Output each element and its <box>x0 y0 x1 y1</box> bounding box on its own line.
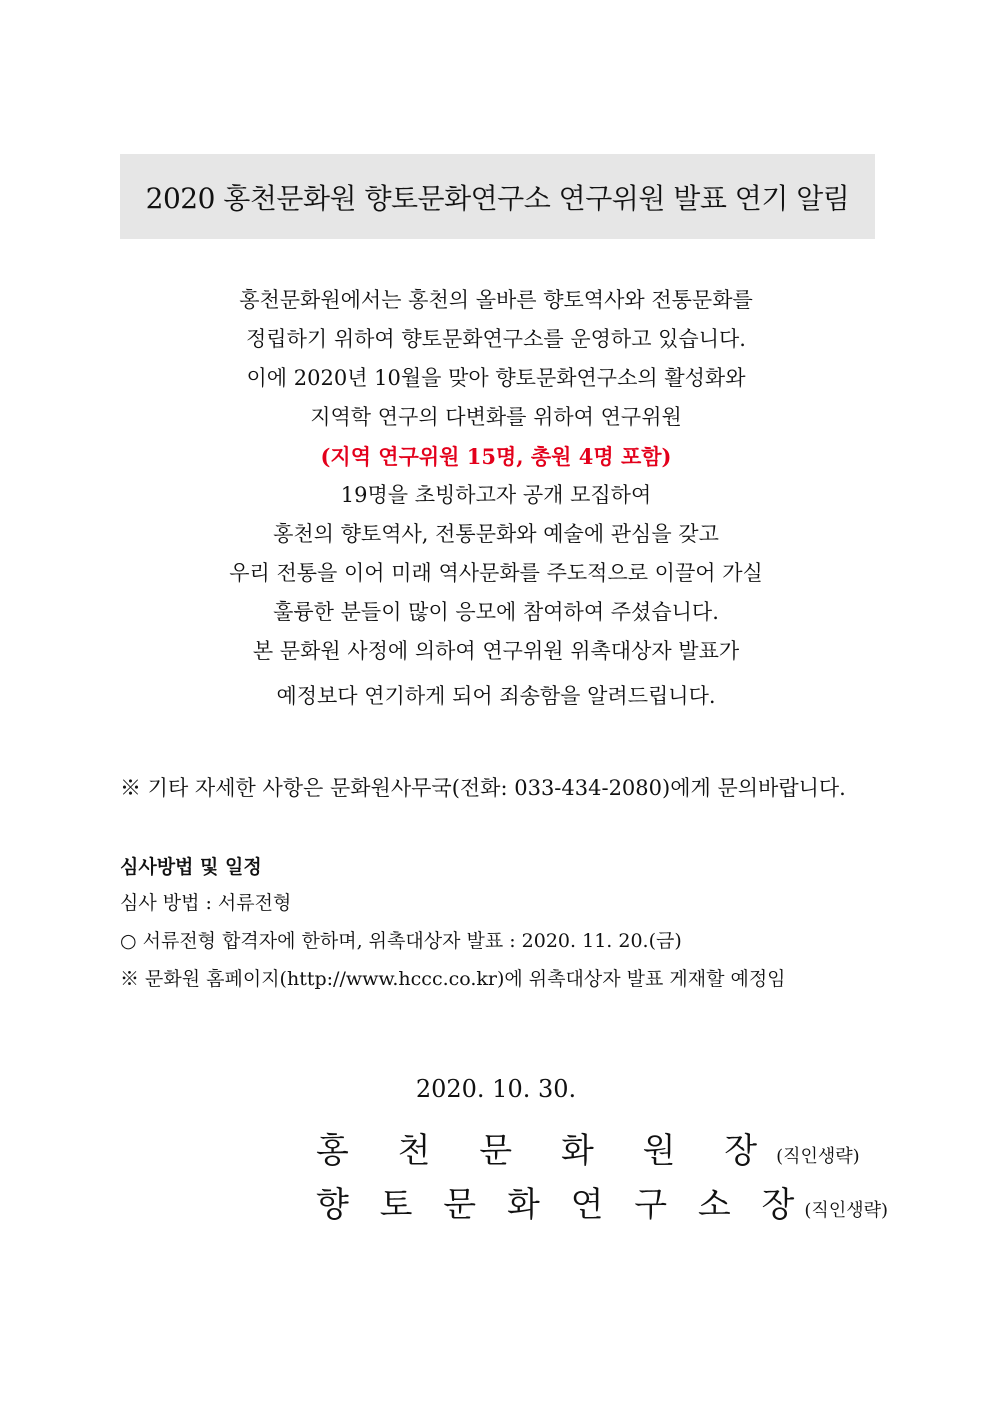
title-banner <box>120 154 875 239</box>
review-method: 심사 방법 : 서류전형 <box>120 892 292 914</box>
body-line: 홍천문화원에서는 홍천의 올바른 향토역사와 전통문화를 <box>239 288 753 312</box>
signer-name: 향 토 문 화 연 구 소 장 <box>316 1185 805 1225</box>
signer-research-institute-director <box>316 1177 888 1226</box>
body-line: 이에 2020년 10월을 맞아 향토문화연구소의 활성화와 <box>246 366 746 390</box>
body-line-highlight: (지역 연구위원 15명, 총원 4명 포함) <box>320 444 672 469</box>
body-line: 홍천의 향토역사, 전통문화와 예술에 관심을 갖고 <box>273 522 719 546</box>
review-notice: ※ 문화원 홈페이지(http://www.hccc.co.kr)에 위촉대상자 발표 게재할 예정임 <box>120 968 786 990</box>
announcement-body <box>60 281 932 716</box>
seal-omitted-note: (직인생략) <box>776 1146 860 1167</box>
seal-omitted-note: (직인생략) <box>804 1200 889 1221</box>
body-line: 우리 전통을 이어 미래 역사문화를 주도적으로 이끌어 가실 <box>229 561 763 585</box>
document-date: 2020. 10. 30. <box>415 1075 577 1103</box>
body-line: 지역학 연구의 다변화를 위하여 연구위원 <box>310 405 682 429</box>
review-section <box>120 850 900 998</box>
signer-cultural-center-director <box>316 1123 860 1172</box>
document-title: 2020 홍천문화원 향토문화연구소 연구위원 발표 연기 알림 <box>145 181 850 215</box>
signer-name: 홍 천 문 화 원 장 <box>316 1131 777 1171</box>
review-schedule: ○ 서류전형 합격자에 한하며, 위촉대상자 발표 : 2020. 11. 20.(금) <box>120 930 682 952</box>
body-line: 예정보다 연기하게 되어 죄송함을 알려드립니다. <box>276 684 716 708</box>
inquiry-note: ※ 기타 자세한 사항은 문화원사무국(전화: 033-434-2080)에게 문의바랍니다. <box>120 776 846 800</box>
body-line: 본 문화원 사정에 의하여 연구위원 위촉대상자 발표가 <box>252 639 740 663</box>
body-line: 훌륭한 분들이 많이 응모에 참여하여 주셨습니다. <box>273 600 719 624</box>
body-line: 정립하기 위하여 향토문화연구소를 운영하고 있습니다. <box>246 327 746 351</box>
body-line: 19명을 초빙하고자 공개 모집하여 <box>340 483 652 507</box>
review-heading: 심사방법 및 일정 <box>120 856 262 878</box>
